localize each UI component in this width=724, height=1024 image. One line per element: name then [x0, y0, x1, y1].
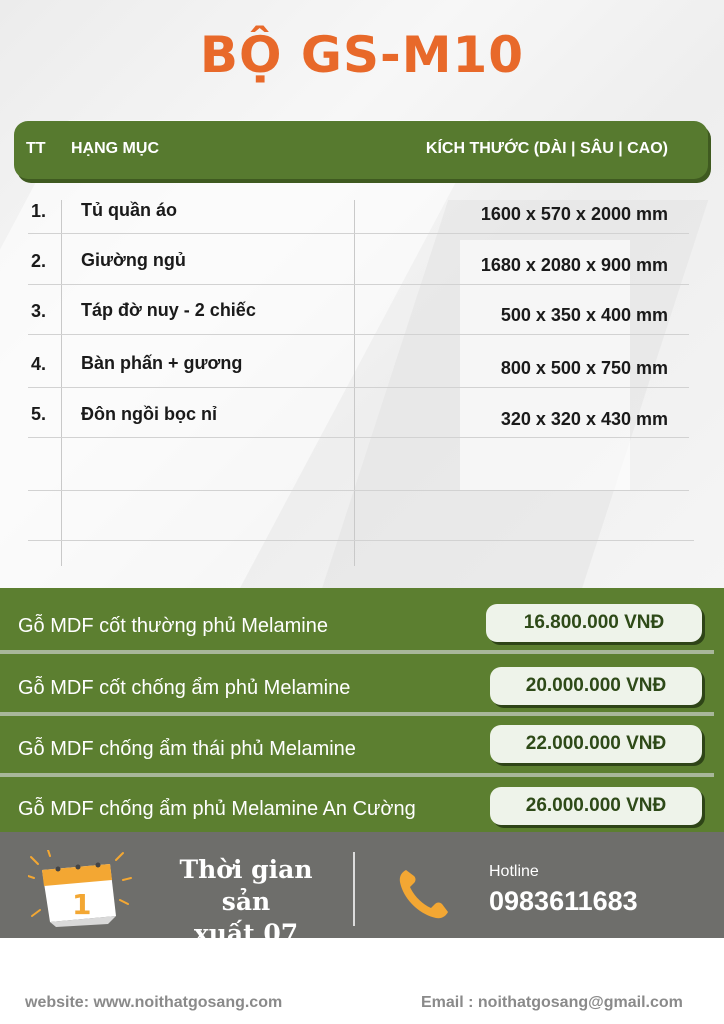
- price-divider: [0, 712, 714, 716]
- row-number: 4.: [31, 354, 47, 374]
- grid-line: [28, 437, 689, 438]
- page-title: BỘ GS-M10: [199, 26, 525, 84]
- price-badge: 20.000.000 VNĐ: [490, 667, 702, 705]
- grid-line: [61, 200, 62, 566]
- price-option-label: Gỗ MDF cốt thường phủ Melamine: [18, 615, 328, 637]
- production-time: [162, 854, 330, 982]
- row-item-name: Táp đờ nuy - 2 chiếc: [81, 300, 256, 320]
- info-divider: [353, 852, 355, 926]
- calendar-icon: [28, 850, 132, 928]
- footer-website[interactable]: website: www.noithatgosang.com: [25, 994, 283, 1011]
- row-number: 5.: [31, 404, 47, 424]
- header-size: KÍCH THƯỚC (DÀI | SÂU | CAO): [425, 140, 668, 157]
- grid-line: [354, 200, 355, 566]
- row-number: 2.: [31, 251, 47, 271]
- production-line-2: xuất 07 ngày: [193, 919, 299, 980]
- row-size: 1680 x 2080 x 900 mm: [480, 255, 668, 275]
- grid-line: [28, 284, 689, 285]
- price-divider: [0, 773, 714, 777]
- row-size: 1600 x 570 x 2000 mm: [480, 204, 668, 224]
- row-size: 800 x 500 x 750 mm: [500, 358, 668, 378]
- row-number: 3.: [31, 301, 47, 321]
- price-option-label: Gỗ MDF cốt chống ẩm phủ Melamine: [18, 677, 351, 699]
- row-number: 1.: [31, 201, 47, 221]
- price-option-label: Gỗ MDF chống ẩm phủ Melamine An Cường: [18, 798, 416, 820]
- calendar-number: 1: [72, 888, 92, 921]
- footer-email[interactable]: Email : noithatgosang@gmail.com: [421, 994, 683, 1011]
- grid-line: [28, 334, 689, 335]
- price-badge: 16.800.000 VNĐ: [486, 604, 702, 642]
- production-line-1: Thời gian sản: [179, 855, 313, 916]
- phone-icon[interactable]: [396, 866, 452, 922]
- price-panel: [0, 588, 724, 832]
- row-size: 500 x 350 x 400 mm: [500, 305, 668, 325]
- row-item-name: Giường ngủ: [81, 250, 186, 270]
- price-badge: 22.000.000 VNĐ: [490, 725, 702, 763]
- grid-line: [28, 540, 694, 541]
- hotline-label: Hotline: [489, 863, 539, 880]
- row-item-name: Tủ quần áo: [81, 200, 177, 220]
- row-item-name: Bàn phấn + gương: [81, 353, 243, 373]
- grid-line: [28, 387, 689, 388]
- row-item-name: Đôn ngồi bọc nỉ: [81, 404, 217, 424]
- table-header: [14, 121, 708, 179]
- row-size: 320 x 320 x 430 mm: [500, 409, 668, 429]
- hotline-number[interactable]: 0983611683: [489, 886, 638, 916]
- header-tt: TT: [26, 140, 46, 157]
- grid-line: [28, 233, 689, 234]
- price-badge: 26.000.000 VNĐ: [490, 787, 702, 825]
- header-item: HẠNG MỤC: [71, 140, 159, 157]
- info-bar: [0, 832, 724, 980]
- price-option-label: Gỗ MDF chống ẩm thái phủ Melamine: [18, 738, 356, 760]
- price-divider: [0, 650, 714, 654]
- grid-line: [28, 490, 689, 491]
